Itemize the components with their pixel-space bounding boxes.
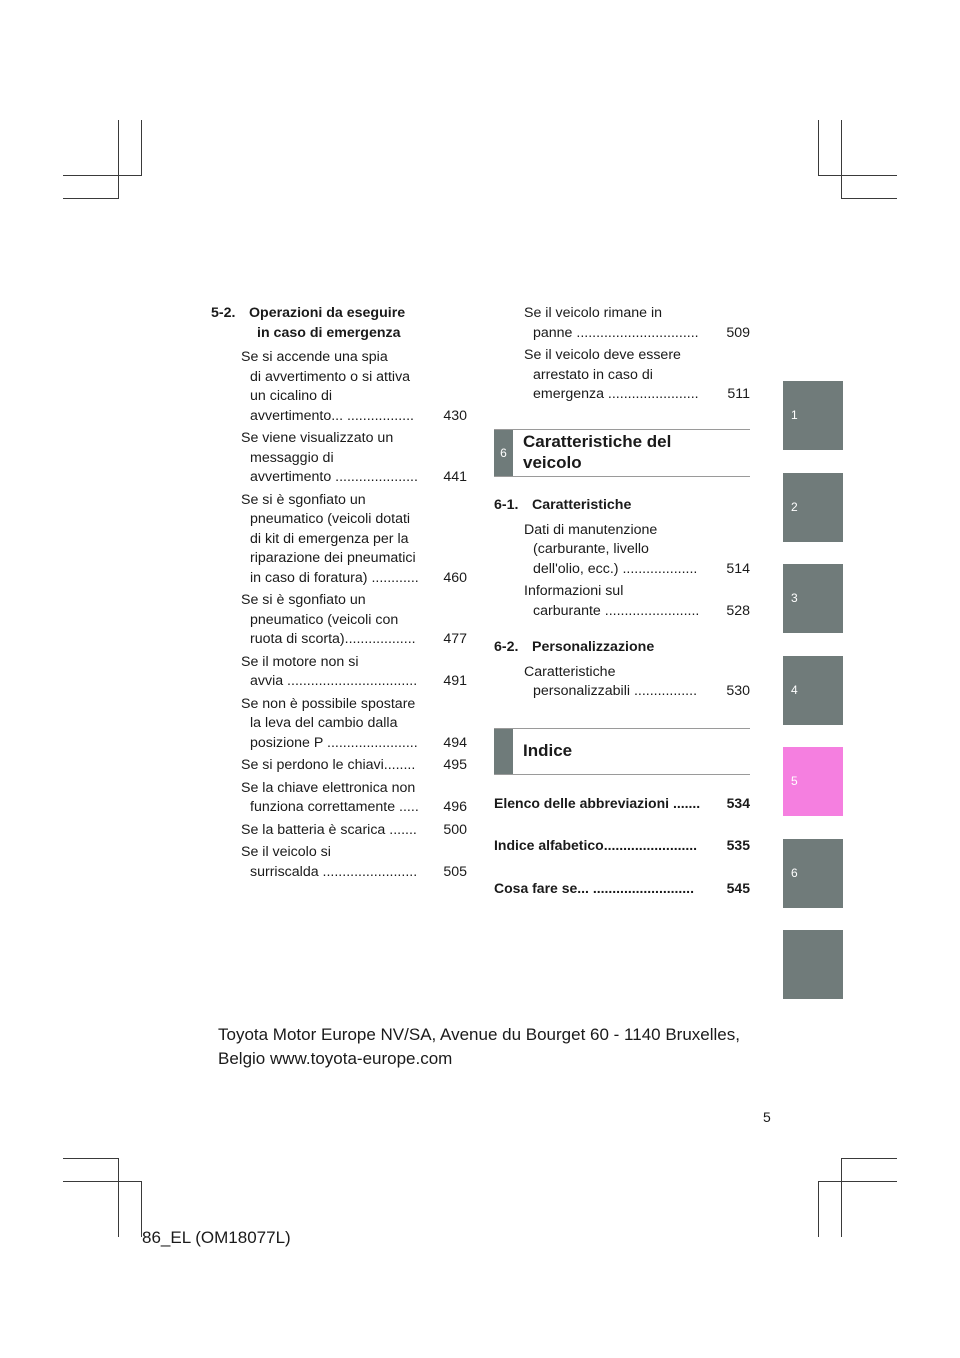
- chapter-title: Caratteristiche del veicolo: [523, 432, 672, 472]
- toc-entry-list: [524, 304, 750, 405]
- page-number: 495: [443, 757, 467, 773]
- toc-entry[interactable]: [241, 653, 467, 692]
- toc-entry-text: riparazione dei pneumatici: [250, 550, 416, 566]
- toc-entry[interactable]: [241, 821, 467, 841]
- section-number: 6-2.: [494, 639, 519, 655]
- toc-entry-text: Se la chiave elettronica non: [241, 779, 416, 796]
- toc-entry-text: Se si è sgonfiato un: [241, 491, 366, 508]
- index-item-alphabetical[interactable]: Indice alfabetico........................ 535: [494, 837, 750, 853]
- page-number: 494: [443, 734, 467, 751]
- toc-entry-text: Caratteristiche: [524, 663, 616, 680]
- toc-entry[interactable]: [241, 779, 467, 818]
- page-number: 460: [443, 569, 467, 586]
- chapter-tab-3[interactable]: 3: [783, 564, 843, 633]
- crop-mark: [63, 1181, 142, 1182]
- toc-entry-text: Dati di manutenzione: [524, 521, 658, 538]
- crop-mark: [818, 175, 897, 176]
- toc-entry-text: Se il motore non si: [241, 653, 359, 670]
- toc-entry-text: personalizzabili ................: [533, 683, 698, 699]
- toc-left-column: [211, 304, 467, 885]
- toc-entry-text: Se il veicolo deve essere: [524, 347, 681, 363]
- toc-entry-text: carburante ........................: [533, 602, 700, 619]
- crop-mark: [63, 1158, 119, 1159]
- toc-entry-list: [524, 521, 750, 622]
- toc-entry-list: [241, 348, 467, 882]
- document-code: 86_EL (OM18077L): [142, 1228, 291, 1247]
- toc-entry-text: la leva del cambio dalla: [250, 715, 398, 731]
- page-number: 511: [727, 386, 750, 402]
- toc-entry-text: Se si perdono le chiavi........: [241, 757, 416, 773]
- toc-entry-text: Se il veicolo rimane in: [524, 305, 662, 321]
- toc-right-column: [494, 304, 750, 408]
- toc-entry-text: Se la batteria è scarica .......: [241, 821, 417, 838]
- toc-entry-list: [524, 663, 750, 702]
- page-number: 514: [726, 560, 750, 577]
- section-title: Personalizzazione: [532, 639, 655, 655]
- page-number: 5: [763, 1109, 771, 1125]
- toc-entry[interactable]: [524, 663, 750, 702]
- crop-mark: [841, 120, 842, 199]
- chapter-tab-marker: [494, 729, 513, 774]
- toc-entry-text: un cicalino di: [250, 388, 333, 404]
- section-number: 6-1.: [494, 497, 519, 513]
- page-number: 441: [443, 469, 467, 485]
- page-number: 509: [726, 324, 750, 341]
- chapter-tab-6[interactable]: 6: [783, 839, 843, 908]
- toc-entry-text: dell'olio, ecc.) ...................: [533, 560, 698, 577]
- toc-entry-text: pneumatico (veicoli con: [250, 611, 399, 628]
- toc-entry-text: Se il veicolo si: [241, 844, 331, 860]
- page-number: 496: [443, 799, 467, 815]
- crop-mark: [841, 1158, 842, 1237]
- section-number: 5-2.: [211, 305, 236, 321]
- toc-entry-text: avvia .................................: [250, 673, 418, 689]
- toc-entry-text: Se non è possibile spostare: [241, 695, 416, 712]
- publisher-address: Toyota Motor Europe NV/SA, Avenue du Bourget 60 - 1140 Bruxelles, Belgio www.toyota-europe.com: [218, 1025, 740, 1068]
- toc-entry-text: avvertimento .....................: [250, 469, 418, 485]
- toc-entry-text: ruota di scorta)..................: [250, 631, 416, 647]
- page-number: 530: [726, 683, 750, 699]
- page-number: 545: [726, 880, 750, 896]
- toc-entry-text: (carburante, livello: [533, 541, 649, 557]
- chapter-tab-5[interactable]: 5: [783, 747, 843, 816]
- toc-entry[interactable]: [241, 843, 467, 882]
- toc-entry-text: di avvertimento o si attiva: [250, 368, 411, 385]
- toc-entry-text: Se si accende una spia: [241, 349, 388, 365]
- crop-mark: [818, 1181, 819, 1237]
- crop-mark: [118, 120, 119, 199]
- section-title: Operazioni da eseguire in caso di emergenza: [249, 305, 406, 341]
- crop-mark: [141, 120, 142, 176]
- chapter-tab-marker: 6: [494, 430, 513, 476]
- toc-entry-text: pneumatico (veicoli dotati: [250, 511, 411, 527]
- crop-mark: [841, 198, 897, 199]
- page-number: 477: [443, 631, 467, 647]
- toc-entry-text: arrestato in caso di: [533, 366, 653, 383]
- chapter-tab-4[interactable]: 4: [783, 656, 843, 725]
- toc-entry-text: avvertimento... .................: [250, 407, 414, 424]
- index-item-abbreviations[interactable]: Elenco delle abbreviazioni ....... 534: [494, 795, 750, 811]
- chapter-tab-1[interactable]: 1: [783, 381, 843, 450]
- page-number: 500: [443, 821, 467, 838]
- toc-entry-text: posizione P .......................: [250, 734, 418, 751]
- chapter-tab-index[interactable]: [783, 930, 843, 999]
- toc-entry[interactable]: [241, 491, 467, 589]
- crop-mark: [818, 1181, 897, 1182]
- toc-entry-text: panne ...............................: [533, 324, 699, 341]
- page-number: 491: [443, 673, 467, 689]
- toc-entry[interactable]: [241, 591, 467, 650]
- crop-mark: [63, 198, 119, 199]
- toc-entry-text: funziona correttamente .....: [250, 799, 419, 815]
- crop-mark: [63, 175, 142, 176]
- section-title: Caratteristiche: [532, 497, 632, 513]
- toc-entry[interactable]: [524, 582, 750, 621]
- chapter-tab-2[interactable]: 2: [783, 473, 843, 542]
- toc-entry-text: surriscalda ........................: [250, 863, 418, 880]
- crop-mark: [118, 1158, 119, 1237]
- index-title: Indice: [523, 741, 573, 760]
- toc-entry-text: in caso di foratura) ............: [250, 569, 419, 586]
- toc-entry-text: Se si è sgonfiato un: [241, 592, 366, 608]
- page-number: 534: [726, 795, 750, 811]
- toc-entry[interactable]: [241, 348, 467, 426]
- page-number: 430: [443, 407, 467, 424]
- toc-entry-text: messaggio di: [250, 449, 334, 466]
- index-item-what-to-do[interactable]: Cosa fare se... .......................... 545: [494, 880, 750, 896]
- crop-mark: [841, 1158, 897, 1159]
- toc-entry-text: di kit di emergenza per la: [250, 530, 409, 547]
- page-number: 535: [726, 837, 750, 853]
- toc-entry[interactable]: [524, 304, 750, 343]
- index-header: [494, 728, 750, 775]
- section-6-2[interactable]: [494, 638, 750, 705]
- toc-entry[interactable]: [524, 521, 750, 580]
- toc-entry[interactable]: [241, 429, 467, 488]
- chapter-6-header: [494, 429, 750, 477]
- page-number: 528: [726, 602, 750, 619]
- section-heading-5-2: [211, 304, 467, 343]
- section-6-1[interactable]: [494, 496, 750, 624]
- toc-entry[interactable]: [241, 695, 467, 754]
- toc-entry-text: Informazioni sul: [524, 583, 624, 599]
- page-number: 505: [443, 863, 467, 880]
- toc-entry[interactable]: [524, 346, 750, 405]
- toc-entry[interactable]: [241, 756, 467, 776]
- toc-entry-text: Se viene visualizzato un: [241, 430, 394, 446]
- crop-mark: [818, 120, 819, 176]
- toc-entry-text: emergenza .......................: [533, 386, 699, 402]
